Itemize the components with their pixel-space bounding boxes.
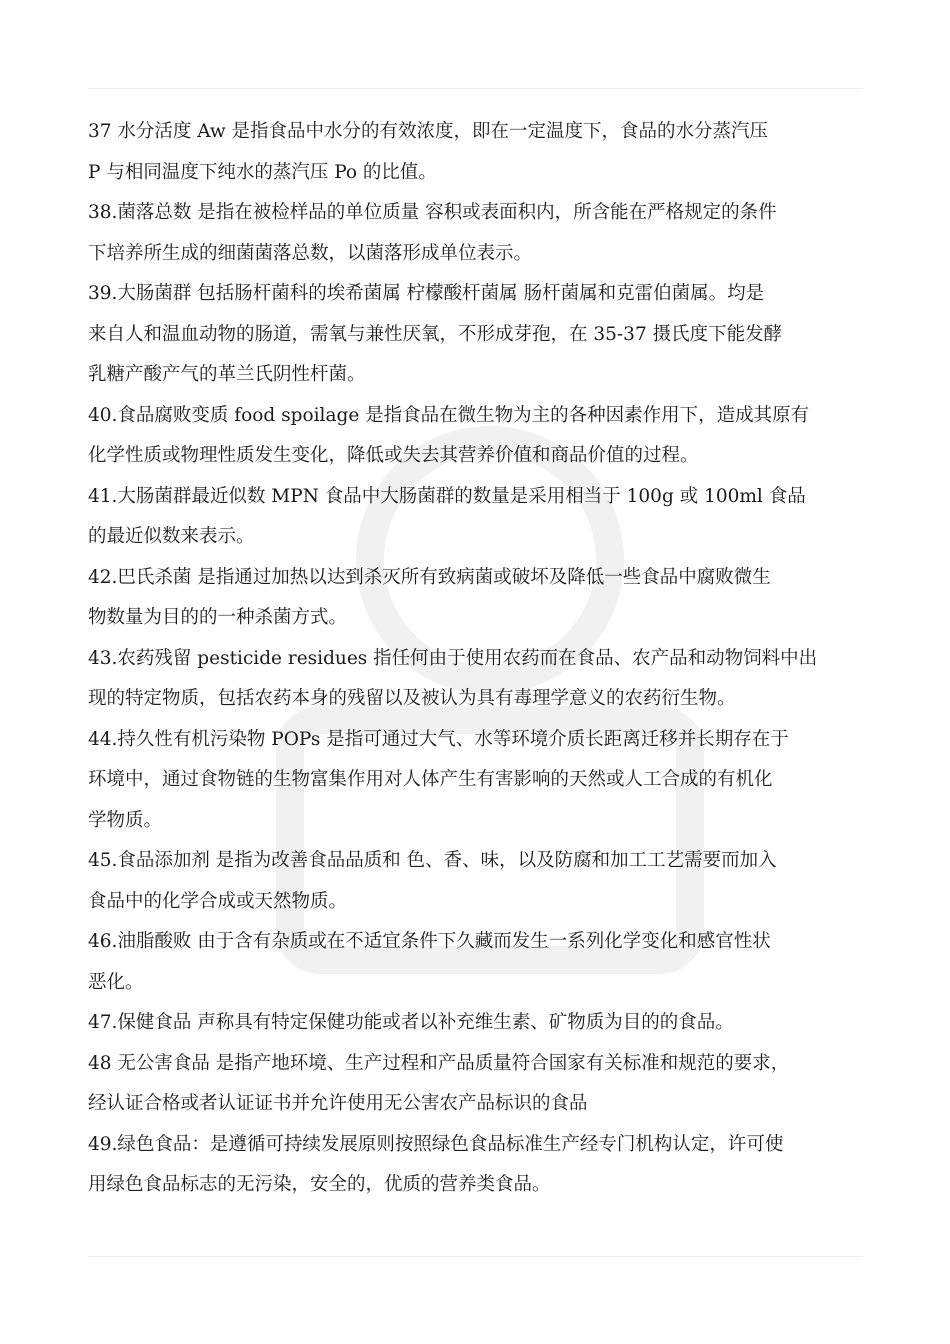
term-line: 下培养所生成的细菌菌落总数，以菌落形成单位表示。 [88,242,533,264]
term-line: 47.保健食品 声称具有特定保健功能或者以补充维生素、矿物质为目的的食品。 [88,1012,734,1033]
term-entry-45 [88,841,868,922]
term-line: 38.菌落总数 是指在被检样品的单位质量 容积或表面积内，所含能在严格规定的条件 [88,202,777,223]
term-entry-39 [88,274,868,396]
term-line: P 与相同温度下纯水的蒸汽压 Po 的比值。 [88,161,437,183]
term-line: 物数量为目的的一种杀菌方式。 [88,607,348,628]
term-entry-38 [88,193,868,274]
header-rule [88,88,863,89]
term-entry-37 [88,112,868,193]
term-line: 乳糖产酸产气的革兰氏阴性杆菌。 [88,364,366,385]
term-entry-49 [88,1125,868,1206]
term-line: 40.食品腐败变质 food spoilage 是指食品在微生物为主的各种因素作用下，造成其原有 [88,404,810,426]
term-line: 41.大肠菌群最近似数 MPN 食品中大肠菌群的数量是采用相当于 100g 或 100ml 食品 [88,485,806,507]
term-line: 用绿色食品标志的无污染，安全的，优质的营养类食品。 [88,1174,551,1195]
term-line: 的最近似数来表示。 [88,526,255,547]
term-line: 37 水分活度 Aw 是指食品中水分的有效浓度，即在一定温度下，食品的水分蒸汽压 [88,121,769,142]
document-body [88,112,868,1206]
term-line: 45.食品添加剂 是指为改善食品品质和 色、香、味，以及防腐和加工工艺需要而加入 [88,850,777,871]
term-line: 43.农药残留 pesticide residues 指任何由于使用农药而在食品、农产品和动物饲料中出 [88,647,818,669]
term-line: 48 无公害食品 是指产地环境、生产过程和产品质量符合国家有关标准和规范的要求， [88,1052,790,1074]
term-entry-48 [88,1044,868,1125]
term-line: 现的特定物质，包括农药本身的残留以及被认为具有毒理学意义的农药衍生物。 [88,688,736,709]
term-line: 学物质。 [88,809,163,831]
term-line: 42.巴氏杀菌 是指通过加热以达到杀灭所有致病菌或破坏及降低一些食品中腐败微生 [88,566,771,588]
term-entry-41 [88,477,868,558]
term-line: 食品中的化学合成或天然物质。 [88,890,348,912]
term-line: 恶化。 [88,971,144,993]
term-entry-46 [88,922,868,1003]
term-line: 46.油脂酸败 由于含有杂质或在不适宜条件下久藏而发生一系列化学变化和感官性状 [88,931,771,952]
term-line: 49.绿色食品：是遵循可持续发展原则按照绿色食品标准生产经专门机构认定，许可使 [88,1133,784,1155]
term-entry-42 [88,558,868,639]
term-line: 39.大肠菌群 包括肠杆菌科的埃希菌属 柠檬酸杆菌属 肠杆菌属和克雷伯菌属。均是 [88,283,765,304]
term-line: 经认证合格或者认证证书并允许使用无公害农产品标识的食品 [88,1093,588,1114]
term-line: 环境中，通过食物链的生物富集作用对人体产生有害影响的天然或人工合成的有机化 [88,769,773,790]
term-entry-47 [88,1003,868,1044]
term-entry-40 [88,396,868,477]
term-line: 化学性质或物理性质发生变化，降低或失去其营养价值和商品价值的过程。 [88,445,699,466]
term-line: 44.持久性有机污染物 POPs 是指可通过大气、水等环境介质长距离迁移并长期存在于 [88,728,789,750]
term-line: 来自人和温血动物的肠道，需氧与兼性厌氧，不形成芽孢，在 35-37 摄氏度下能发酵 [88,323,783,345]
term-entry-43 [88,639,868,720]
term-entry-44 [88,720,868,842]
footer-rule [88,1256,863,1257]
